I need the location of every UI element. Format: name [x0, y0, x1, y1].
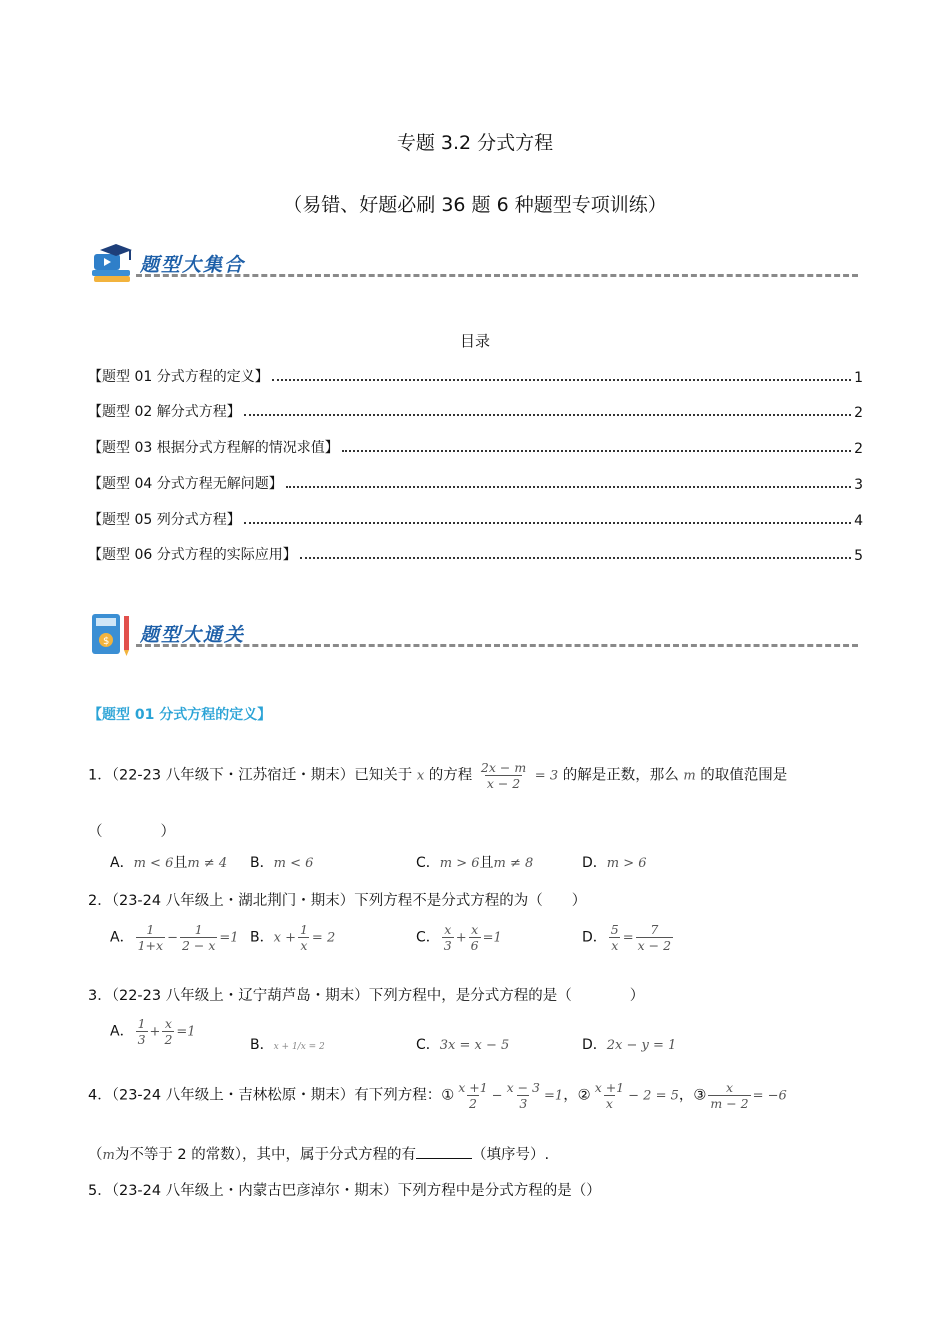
numerator: x — [725, 1080, 734, 1095]
numerator: x +1 — [594, 1080, 625, 1095]
fraction — [136, 1016, 148, 1047]
operator: − — [167, 930, 178, 946]
denominator: 3 — [137, 1032, 146, 1047]
equation-rhs: − 2 = 5 — [628, 1088, 679, 1104]
equation-rhs: =1 — [176, 1024, 196, 1040]
variable-x: x — [416, 768, 425, 784]
operator: + — [455, 930, 467, 946]
answer-paren: （ ） — [88, 824, 175, 840]
numerator: x +1 — [458, 1080, 488, 1095]
question-text: （ — [88, 1147, 103, 1163]
option-a[interactable] — [110, 852, 227, 872]
toc-page: 2 — [854, 405, 863, 421]
option-letter: C． — [416, 929, 440, 946]
question-4-line2 — [88, 1143, 549, 1164]
option-letter: A． — [110, 929, 134, 946]
option-letter: D． — [582, 929, 607, 946]
denominator: x — [605, 1096, 613, 1111]
denominator: 6 — [470, 938, 479, 953]
banner-divider — [136, 274, 858, 277]
operator: = — [622, 930, 634, 946]
fraction — [442, 922, 454, 953]
question-text: 4．（23-24 八年级上・吉林松原・期末）有下列方程：① — [88, 1087, 455, 1104]
numerator: 1 — [194, 922, 203, 937]
question-source: （22-23 八年级下・江苏宿迁・期末）已知关于 — [111, 767, 413, 784]
denominator: 3 — [443, 938, 452, 953]
denominator: x − 2 — [486, 776, 521, 791]
fraction — [162, 1016, 174, 1047]
toc-item-label: 【题型 04 分式方程无解问题】 — [88, 476, 283, 492]
question-text: 的取值范围是 — [700, 767, 788, 784]
toc-item[interactable] — [88, 364, 863, 386]
numerator: x — [164, 1016, 172, 1031]
numerator: 1 — [137, 1016, 146, 1031]
variable-m: m — [102, 1148, 115, 1163]
option-letter: A． — [110, 1023, 134, 1040]
question-2: 2．（23-24 八年级上・湖北荆门・期末）下列方程不是分式方程的为（ ） — [88, 893, 587, 909]
page-subtitle: （易错、好题必刷 36 题 6 种题型专项训练） — [283, 194, 667, 216]
option-math: 2x − y = 1 — [606, 1038, 677, 1053]
equation-rhs: =1 — [219, 930, 239, 946]
numerator: 1 — [299, 922, 308, 937]
fraction — [298, 922, 310, 953]
option-math: m < 6 — [133, 856, 174, 871]
option-letter: B． — [250, 929, 274, 946]
page-title: 专题 3.2 分式方程 — [396, 132, 554, 154]
numerator: x — [444, 922, 452, 937]
toc-leader — [244, 522, 851, 524]
numerator: 2x − m — [480, 760, 527, 775]
question-number: 1． — [88, 767, 112, 784]
numerator: 7 — [650, 922, 659, 937]
option-letter: C． — [416, 1037, 440, 1053]
option-math: m > 6 — [439, 856, 480, 871]
numerator: 5 — [610, 922, 619, 937]
fraction — [136, 922, 165, 953]
banner-collection — [88, 240, 858, 288]
option-d[interactable] — [582, 852, 647, 872]
option-c[interactable] — [416, 922, 502, 953]
svg-text:$: $ — [103, 636, 110, 647]
toc-page: 4 — [854, 513, 863, 529]
question-text: ，② — [563, 1087, 591, 1104]
toc-title: 目录 — [459, 332, 490, 350]
option-math: m ≠ 8 — [493, 856, 534, 871]
numerator: x — [471, 922, 479, 937]
option-d[interactable] — [582, 1034, 676, 1054]
option-a[interactable] — [110, 922, 239, 953]
answer-blank[interactable] — [416, 1158, 472, 1159]
denominator: 2 — [164, 1032, 173, 1047]
banner-label: 题型大集合 — [140, 254, 246, 276]
fraction — [505, 1080, 542, 1111]
equation-rhs: =1 — [544, 1088, 564, 1104]
option-text: 且 — [173, 855, 188, 871]
equation-rhs: = 3 — [534, 768, 559, 784]
toc-item-label: 【题型 06 分式方程的实际应用】 — [88, 547, 297, 563]
toc-leader — [244, 414, 851, 416]
banner-label: 题型大通关 — [140, 624, 246, 646]
graduation-book-icon — [88, 240, 134, 286]
option-letter: B． — [250, 1037, 274, 1053]
denominator: x − 2 — [637, 938, 672, 953]
denominator: m − 2 — [710, 1096, 749, 1111]
toc-page: 3 — [854, 477, 863, 493]
question-text: 的方程 — [428, 767, 473, 784]
equation-rhs: = 2 — [311, 930, 336, 946]
variable-m: m — [683, 768, 696, 784]
option-letter: C． — [416, 855, 440, 871]
option-c[interactable] — [416, 1034, 509, 1054]
equation-rhs: = −6 — [752, 1088, 787, 1104]
option-math: m > 6 — [606, 856, 647, 871]
fraction — [456, 1080, 489, 1111]
toc-item-label: 【题型 03 根据分式方程解的情况求值】 — [88, 440, 339, 456]
question-1 — [88, 760, 787, 791]
question-4 — [88, 1080, 787, 1111]
denominator: 1+x — [137, 938, 164, 953]
toc-leader — [300, 557, 851, 559]
toc-item[interactable] — [88, 399, 863, 421]
option-letter: D． — [582, 855, 607, 871]
option-b[interactable] — [250, 1034, 325, 1054]
fraction — [479, 760, 528, 791]
toc-page: 1 — [854, 370, 863, 386]
toc-item[interactable] — [88, 542, 863, 564]
question-text: ，③ — [678, 1087, 707, 1104]
toc-item-label: 【题型 01 分式方程的定义】 — [88, 369, 269, 385]
option-letter: D． — [582, 1037, 607, 1053]
toc-item[interactable] — [88, 471, 863, 493]
question-text: 为不等于 2 的常数），其中，属于分式方程的有 — [114, 1147, 417, 1163]
question-3: 3．（22-23 八年级上・辽宁葫芦岛・期末）下列方程中，是分式方程的是（ ） — [88, 988, 645, 1004]
operator: + — [149, 1024, 161, 1040]
banner-divider — [136, 644, 858, 647]
fraction — [180, 922, 217, 953]
banner-practice — [88, 610, 858, 658]
fraction — [708, 1080, 750, 1111]
toc-item[interactable] — [88, 507, 863, 529]
question-text: 的解是正数，那么 — [562, 767, 679, 784]
toc-item-label: 【题型 05 列分式方程】 — [88, 512, 241, 528]
option-math: m < 6 — [273, 856, 314, 871]
option-c[interactable] — [416, 852, 533, 872]
option-d[interactable] — [582, 922, 675, 953]
numerator: 1 — [146, 922, 155, 937]
fraction — [593, 1080, 626, 1111]
option-math: x + — [273, 930, 296, 946]
section-heading: 【题型 01 分式方程的定义】 — [88, 707, 272, 723]
fraction — [609, 922, 621, 953]
toc-page: 5 — [854, 548, 863, 564]
toc-page: 2 — [854, 441, 863, 457]
question-text: （填序号）. — [472, 1147, 550, 1163]
calculator-icon — [88, 610, 134, 658]
denominator: 2 — [468, 1096, 477, 1111]
denominator: x — [611, 938, 619, 953]
option-a[interactable] — [110, 1016, 196, 1047]
option-math: 3x = x − 5 — [439, 1038, 510, 1053]
toc-item-label: 【题型 02 解分式方程】 — [88, 404, 241, 420]
option-b[interactable] — [250, 922, 335, 953]
option-text: 且 — [479, 855, 494, 871]
toc-leader — [286, 486, 851, 488]
question-5: 5．（23-24 八年级上・内蒙古巴彦淖尔・期末）下列方程中是分式方程的是（） — [88, 1183, 601, 1199]
option-math: m ≠ 4 — [187, 856, 228, 871]
numerator: x − 3 — [506, 1080, 541, 1095]
option-math: x + 1/x = 2 — [273, 1042, 325, 1052]
toc-leader — [342, 450, 851, 452]
fraction — [636, 922, 673, 953]
toc-item[interactable] — [88, 435, 863, 457]
denominator: 2 − x — [181, 938, 216, 953]
option-b[interactable] — [250, 852, 313, 872]
equation-rhs: =1 — [482, 930, 502, 946]
operator: − — [491, 1088, 503, 1104]
option-letter: B． — [250, 855, 274, 871]
fraction — [469, 922, 481, 953]
denominator: x — [300, 938, 308, 953]
toc-leader — [272, 379, 851, 381]
option-letter: A． — [110, 855, 134, 871]
denominator: 3 — [519, 1096, 528, 1111]
